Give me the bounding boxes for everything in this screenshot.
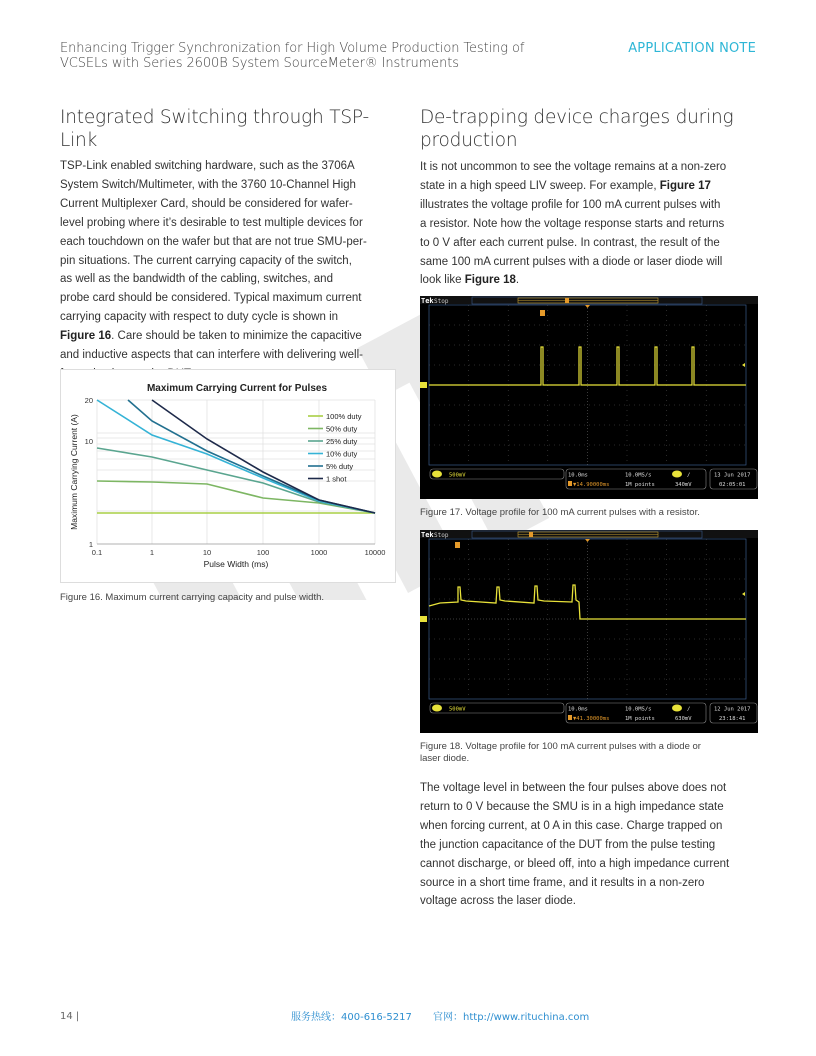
scope-date: 13 Jun 2017 bbox=[714, 472, 751, 479]
right-column bbox=[420, 106, 760, 290]
channel-1-marker-icon bbox=[420, 382, 427, 388]
y-tick-10: 10 bbox=[84, 437, 93, 446]
document-title-line2: VCSELs with Series 2600B System SourceMeter® Instruments bbox=[60, 56, 459, 71]
document-title-line1: Enhancing Trigger Synchronization for High Volume Production Testing of bbox=[60, 41, 525, 56]
record-length: 1M points bbox=[625, 482, 655, 488]
website-link[interactable]: 官网：http://www.rituchina.com bbox=[433, 1012, 590, 1023]
text-line: Current Multiplexer Card, should be considered for wafer- bbox=[60, 197, 353, 210]
figure-16-caption: Figure 16. Maximum current carrying capacity and pulse width. bbox=[60, 592, 325, 603]
channel-1-scale: 500mV bbox=[449, 706, 466, 713]
text-line: source in a short time frame, and it results in a non-zero bbox=[420, 876, 705, 889]
scope-brand: Tek bbox=[421, 297, 434, 305]
figure-18-reference: Figure 18 bbox=[464, 274, 516, 287]
document-title bbox=[60, 41, 524, 71]
tsp-link-paragraph bbox=[60, 157, 400, 384]
heading-line: production bbox=[420, 130, 518, 151]
legend-1-shot: 1 shot bbox=[326, 474, 347, 484]
legend-5-duty: 5% duty bbox=[326, 462, 354, 471]
scope-run-state: Stop bbox=[434, 298, 449, 305]
text-fragment: look like bbox=[420, 274, 465, 287]
figure-17-caption: Figure 17. Voltage profile for 100 mA current pulses with a resistor. bbox=[420, 507, 700, 518]
footer-contact bbox=[291, 1008, 607, 1023]
legend-50-duty: 50% duty bbox=[326, 424, 358, 434]
trigger-level: 630mV bbox=[675, 716, 692, 722]
scope-time: 02:05:01 bbox=[719, 482, 746, 488]
text-line: and inductive aspects that can interfere with delivering well- bbox=[60, 349, 363, 362]
de-trapping-paragraph-1 bbox=[420, 158, 760, 290]
text-line: to 0 V after each current pulse. In contrast, the result of the bbox=[420, 236, 720, 249]
scope-brand: Tek bbox=[421, 531, 434, 539]
y-axis-label: Maximum Carrying Current (A) bbox=[69, 414, 79, 530]
legend-10-duty: 10% duty bbox=[326, 449, 358, 459]
x-tick-10000: 10000 bbox=[364, 548, 386, 557]
text-line bbox=[420, 271, 760, 290]
text-fragment: . Care should be taken to minimize the capacitive bbox=[111, 330, 362, 343]
x-tick-0.1: 0.1 bbox=[91, 548, 103, 557]
text-fragment: state in a high speed LIV sweep. For example, bbox=[420, 179, 660, 192]
trigger-position: ▼14.90000ms bbox=[573, 482, 610, 488]
y-tick-1: 1 bbox=[88, 540, 93, 549]
page-number: 14 | bbox=[60, 1011, 80, 1022]
text-line: carrying capacity with respect to duty cycle is shown in bbox=[60, 311, 339, 324]
text-line: It is not uncommon to see the voltage remains at a non-zero bbox=[420, 161, 727, 173]
trigger-marker-icon bbox=[455, 542, 460, 548]
text-fragment: . bbox=[515, 274, 520, 287]
trigger-marker-icon bbox=[540, 310, 545, 316]
caption-line: Figure 18. Voltage profile for 100 mA current pulses with a diode or bbox=[420, 741, 701, 752]
text-line: as well as the bandwidth of the cabling, switches, and bbox=[60, 273, 333, 286]
heading-line: De-trapping device charges during bbox=[420, 107, 734, 128]
record-length: 1M points bbox=[625, 716, 655, 722]
scope-run-state: Stop bbox=[434, 532, 449, 539]
legend-100-duty: 100% duty bbox=[326, 412, 362, 421]
trigger-level: 340mV bbox=[675, 482, 692, 488]
x-axis-label: Pulse Width (ms) bbox=[203, 559, 269, 569]
application-note-tag: APPLICATION NOTE bbox=[628, 41, 756, 56]
figure-17-reference: Figure 17 bbox=[659, 179, 711, 192]
svg-text:/: / bbox=[687, 472, 691, 479]
left-column bbox=[60, 106, 400, 384]
scope-date: 12 Jun 2017 bbox=[714, 706, 751, 713]
x-tick-1000: 1000 bbox=[310, 548, 328, 557]
series-50-duty bbox=[97, 481, 375, 513]
x-tick-100: 100 bbox=[256, 548, 270, 557]
figure-16-reference: Figure 16 bbox=[60, 330, 112, 343]
text-line: a resistor. Note how the voltage response starts and returns bbox=[420, 217, 725, 230]
service-hotline: 服务热线：400-616-5217 bbox=[291, 1012, 412, 1023]
text-line: illustrates the voltage profile for 100 mA current pulses with bbox=[420, 198, 721, 211]
text-line: level probing where it’s desirable to test multiple devices for bbox=[60, 216, 363, 229]
figure-18-oscilloscope-screenshot bbox=[420, 530, 758, 733]
trigger-position: ▼41.30000ms bbox=[573, 716, 610, 722]
text-line: when forcing current, at 0 A in this case. Charge trapped on bbox=[420, 819, 723, 832]
text-line: pin situations. The current carrying capacity of the switch, bbox=[60, 254, 352, 267]
max-current-chart bbox=[61, 370, 395, 582]
caption-line: laser diode. bbox=[420, 752, 470, 764]
text-line: the junction capacitance of the DUT from the pulse testing bbox=[420, 838, 716, 851]
legend-25-duty: 25% duty bbox=[326, 437, 358, 446]
text-line: voltage across the laser diode. bbox=[420, 895, 576, 908]
timebase: 10.0ms bbox=[568, 472, 588, 479]
y-tick-20: 20 bbox=[84, 396, 93, 405]
scope-time: 23:18:41 bbox=[719, 716, 746, 722]
text-line: The voltage level in between the four pulses above does not bbox=[420, 782, 727, 794]
section-heading-tsp-link: Integrated Switching through TSP-Link bbox=[60, 107, 369, 151]
channel-1-marker-icon bbox=[420, 616, 427, 622]
chart-title: Maximum Carrying Current for Pulses bbox=[146, 383, 328, 394]
text-line bbox=[60, 327, 400, 346]
text-line: System Switch/Multimeter, with the 3760 10-Channel High bbox=[60, 178, 356, 191]
sample-rate: 10.0MS/s bbox=[625, 706, 652, 713]
text-line: each touchdown on the wafer but that are not true SMU-per- bbox=[60, 235, 367, 248]
x-tick-10: 10 bbox=[202, 548, 212, 557]
text-line bbox=[420, 177, 760, 196]
figure-18-caption bbox=[420, 741, 701, 764]
de-trapping-paragraph-2 bbox=[420, 779, 765, 911]
text-line: cannot discharge, or bleed off, into a high impedance current bbox=[420, 857, 730, 870]
figure-17-oscilloscope-screenshot bbox=[420, 296, 758, 499]
chart-legend bbox=[308, 412, 362, 484]
timebase: 10.0ms bbox=[568, 706, 588, 713]
text-line: TSP-Link enabled switching hardware, such as the 3706A bbox=[60, 160, 355, 172]
section-heading-de-trapping bbox=[420, 106, 760, 152]
text-line: probe card should be considered. Typical maximum current bbox=[60, 292, 362, 305]
text-line: return to 0 V because the SMU is in a high impedance state bbox=[420, 800, 724, 813]
x-tick-1: 1 bbox=[149, 548, 155, 557]
sample-rate: 10.0MS/s bbox=[625, 472, 652, 479]
channel-1-scale: 500mV bbox=[449, 472, 466, 479]
text-line: same 100 mA current pulses with a diode or laser diode will bbox=[420, 255, 723, 268]
figure-16-chart bbox=[60, 369, 396, 583]
svg-text:/: / bbox=[687, 706, 691, 713]
